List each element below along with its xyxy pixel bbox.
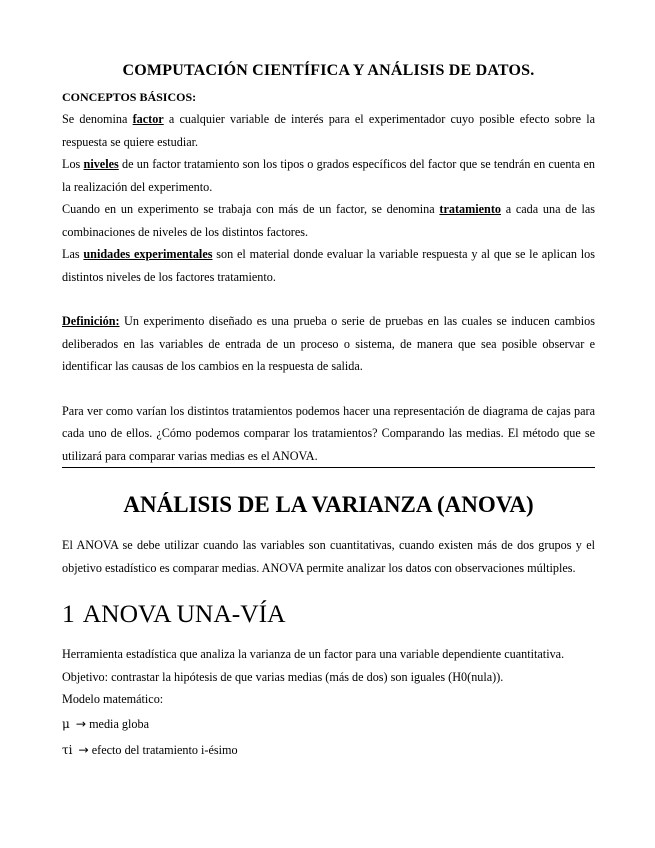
arrow-right-icon: → xyxy=(78,742,89,757)
model-term-text: media globa xyxy=(89,716,149,731)
text: a cualquier variable de interés para el experimentador cuyo posible efecto sobre la respuesta se quiere estudiar. xyxy=(62,112,595,149)
section-title: ANOVA UNA-VÍA xyxy=(82,599,286,628)
term-definicion: Definición: xyxy=(62,314,120,328)
one-way-line-2: Objetivo: contrastar la hipótesis de que varias medias (más de dos) son iguales (H0(nula)). xyxy=(62,669,504,684)
model-term-mu xyxy=(62,711,595,737)
symbol-mu: μ xyxy=(62,716,70,731)
document-body xyxy=(62,62,595,763)
term-factor: factor xyxy=(132,112,164,126)
anova-heading: ANÁLISIS DE LA VARIANZA (ANOVA) xyxy=(123,492,534,517)
text: son el material donde evaluar la variable respuesta y al que se le aplican los distintos niveles de los factores tratamiento. xyxy=(62,247,595,284)
text: Cuando en un experimento se trabaja con más de un factor, se denomina xyxy=(62,202,440,216)
spacer xyxy=(62,288,595,310)
text: de un factor tratamiento son los tipos o grados específicos del factor que se tendrán en cuenta en la realización del experimento. xyxy=(62,157,595,194)
document-title: COMPUTACIÓN CIENTÍFICA Y ANÁLISIS DE DATOS. xyxy=(122,62,535,79)
text: Los xyxy=(62,157,84,171)
text: Se denomina xyxy=(62,112,133,126)
horizontal-rule xyxy=(62,467,595,468)
arrow-right-icon: → xyxy=(75,716,87,731)
text: a cada una de las combinaciones de niveles de los distintos factores. xyxy=(62,202,595,239)
paragraph-comparison: Para ver como varían los distintos tratamientos podemos hacer una representación de diagrama de cajas para cada uno de ellos. ¿Cómo podemos comparar los tratamientos? Comparando las medias. El método que se utilizará para comparar varias medias es el ANOVA. xyxy=(62,403,595,463)
section-number: 1 xyxy=(62,599,75,628)
paragraph-anova: El ANOVA se debe utilizar cuando las variables son cuantitativas, cuando existen más de dos grupos y el objetivo estadístico es comparar medias. ANOVA permite analizar los datos con observaciones múltiples. xyxy=(62,538,595,575)
paragraph-definition xyxy=(62,310,595,378)
term-tratamiento: tratamiento xyxy=(439,202,501,216)
model-term-tau xyxy=(62,737,595,763)
symbol-tau: τi xyxy=(62,742,73,757)
paragraph-factor xyxy=(62,108,595,153)
text: Las xyxy=(62,247,84,261)
spacer xyxy=(62,378,595,400)
paragraph-tratamiento xyxy=(62,198,595,243)
model-term-text: efecto del tratamiento i-ésimo xyxy=(91,742,238,757)
one-way-line-3: Modelo matemático: xyxy=(62,692,164,706)
term-unidades-experimentales: unidades experimentales xyxy=(83,247,213,261)
text: Un experimento diseñado es una prueba o serie de pruebas en las cuales se inducen cambios deliberados en las variables de entrada de un proceso o sistema, de manera que sea posible observar e identificar las causas de los cambios en la respuesta de salida. xyxy=(62,314,595,373)
one-way-heading xyxy=(62,599,595,629)
one-way-line-1: Herramienta estadística que analiza la varianza de un factor para una variable dependiente cuantitativa. xyxy=(62,647,565,661)
basics-label: CONCEPTOS BÁSICOS: xyxy=(62,90,197,104)
paragraph-niveles xyxy=(62,153,595,198)
term-niveles: niveles xyxy=(83,157,119,171)
paragraph-unidades xyxy=(62,243,595,288)
